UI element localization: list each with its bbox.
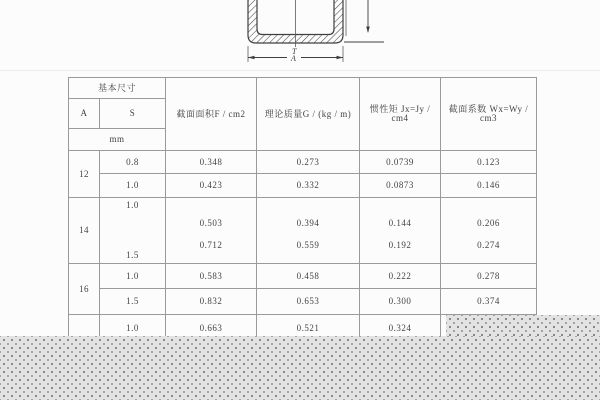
cell-mass: 0.653	[257, 289, 360, 315]
cell-mass-top: 0.394	[296, 217, 320, 228]
cell-area-bottom: 0.712	[199, 239, 223, 250]
cell-s: 1.0	[100, 174, 166, 198]
cell-s: 1.5	[100, 289, 166, 315]
table-row	[69, 264, 537, 289]
cell-s: 1.0	[100, 264, 166, 289]
cell-s	[100, 198, 166, 264]
header-basic-dimensions: 基本尺寸	[69, 78, 166, 99]
cell-inertia: 0.324	[360, 315, 441, 342]
table-row	[69, 78, 537, 99]
cell-inertia-bottom: 0.192	[388, 239, 412, 250]
cell-area: 0.583	[166, 264, 257, 289]
cell-modulus: 0.278	[441, 264, 537, 289]
cell-modulus	[441, 198, 537, 264]
header-theoretical-mass: 理论质量G / (kg / m)	[257, 78, 360, 151]
cell-area: 0.423	[166, 174, 257, 198]
cell-modulus-top: 0.206	[477, 217, 500, 228]
cell-s-top: 1.0	[126, 200, 139, 210]
cell-mass: 0.273	[257, 151, 360, 174]
cell-s: 0.8	[100, 151, 166, 174]
cell-inertia: 0.0739	[360, 151, 441, 174]
header-unit-mm: mm	[69, 129, 166, 151]
cell-modulus-bottom: 0.274	[477, 239, 500, 250]
header-col-a: A	[69, 99, 100, 129]
cell-inertia-top: 0.144	[388, 217, 412, 228]
cell-area: 0.832	[166, 289, 257, 315]
table-row	[69, 174, 537, 198]
cell-modulus: 0.123	[441, 151, 537, 174]
cell-mass: 0.458	[257, 264, 360, 289]
cell-mass	[257, 198, 360, 264]
cell-area	[166, 198, 257, 264]
cell-inertia: 0.0873	[360, 174, 441, 198]
cell-a: 16	[69, 264, 100, 315]
diagram-centerline-label: T	[292, 47, 297, 56]
cell-area: 0.663	[166, 315, 257, 342]
cell-mass: 0.332	[257, 174, 360, 198]
tube-cross-section-diagram	[230, 0, 400, 70]
width-arrowhead-left	[248, 56, 255, 60]
height-arrowhead	[366, 27, 370, 34]
cell-modulus: 0.146	[441, 174, 537, 198]
cell-modulus: 0.374	[441, 289, 537, 315]
cell-area-top: 0.503	[199, 217, 223, 228]
cell-mass: 0.521	[257, 315, 360, 342]
halftone-pattern-bottom	[0, 336, 600, 400]
table-row	[69, 198, 537, 264]
cell-inertia	[360, 198, 441, 264]
header-section-area: 截面面积F / cm2	[166, 78, 257, 151]
header-moment-of-inertia: 惯性矩 Jx=Jy / cm4	[360, 78, 441, 151]
diagram-width-label: A	[291, 53, 296, 63]
cell-mass-bottom: 0.559	[296, 239, 320, 250]
table-row	[69, 151, 537, 174]
cell-inertia: 0.222	[360, 264, 441, 289]
background-divider	[0, 70, 600, 71]
width-arrowhead-right	[337, 56, 344, 60]
cell-area: 0.348	[166, 151, 257, 174]
cell-a: 12	[69, 151, 100, 198]
table-row	[69, 289, 537, 315]
cell-s-bottom: 1.5	[126, 250, 139, 260]
halftone-pattern-right	[446, 315, 600, 336]
header-col-s: S	[100, 99, 166, 129]
header-section-modulus: 截面系数 Wx=Wy / cm3	[441, 78, 537, 151]
spec-table	[68, 77, 537, 342]
cell-a: 14	[69, 198, 100, 264]
cell-inertia: 0.300	[360, 289, 441, 315]
cell-s: 1.0	[100, 315, 166, 342]
